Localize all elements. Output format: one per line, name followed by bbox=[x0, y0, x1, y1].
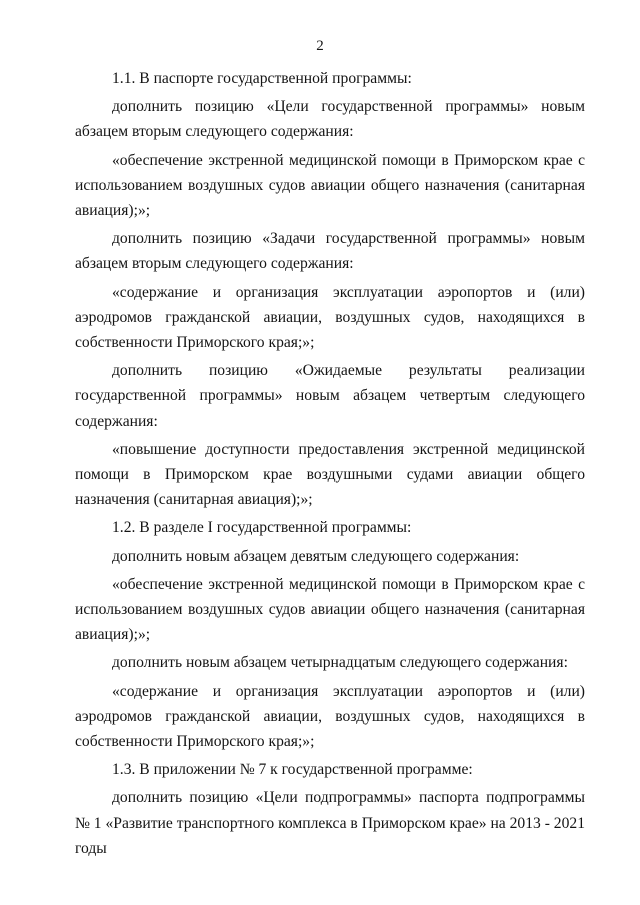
quoted-paragraph: «повышение доступности предоставления экстренной медицинской помощи в Приморском крае воздушными судами авиации общего назначения (санитарная авиация);»; bbox=[75, 440, 585, 509]
quoted-paragraph: «содержание и организация эксплуатации аэропортов и (или) аэродромов гражданской авиации, воздушных судов, находящихся в собственности Приморского края;»; bbox=[75, 283, 585, 352]
quoted-paragraph: «содержание и организация эксплуатации аэропортов и (или) аэродромов гражданской авиации, воздушных судов, находящихся в собственности Приморского края;»; bbox=[75, 682, 585, 751]
quoted-paragraph: «обеспечение экстренной медицинской помощи в Приморском крае с использованием воздушных судов авиации общего назначения (санитарная авиация);»; bbox=[75, 575, 585, 644]
paragraph-1-2-heading: 1.2. В разделе I государственной программы: bbox=[112, 519, 412, 537]
paragraph-1-1-heading: 1.1. В паспорте государственной программы: bbox=[112, 70, 412, 87]
paragraph: дополнить позицию «Задачи государственной программы» новым абзацем вторым следующего содержания: bbox=[75, 230, 585, 273]
paragraph-1-3-heading: 1.3. В приложении № 7 к государственной программе: bbox=[112, 761, 473, 779]
paragraph: дополнить позицию «Цели подпрограммы» паспорта подпрограммы № 1 «Развитие транспортного комплекса в Приморском крае» на 2013 - 2021 годы bbox=[75, 789, 585, 857]
page-number: 2 bbox=[316, 38, 324, 54]
document-body bbox=[75, 66, 585, 861]
paragraph: дополнить новым абзацем девятым следующего содержания: bbox=[112, 547, 520, 565]
quoted-paragraph: «обеспечение экстренной медицинской помощи в Приморском крае с использованием воздушных судов авиации общего назначения (санитарная авиация);»; bbox=[75, 151, 585, 220]
paragraph: дополнить позицию «Цели государственной программы» новым абзацем вторым следующего содержания: bbox=[75, 98, 585, 141]
paragraph: дополнить новым абзацем четырнадцатым следующего содержания: bbox=[112, 654, 568, 672]
paragraph: дополнить позицию «Ожидаемые результаты реализации государственной программы» новым абзацем четвертым следующего содержания: bbox=[75, 362, 585, 430]
